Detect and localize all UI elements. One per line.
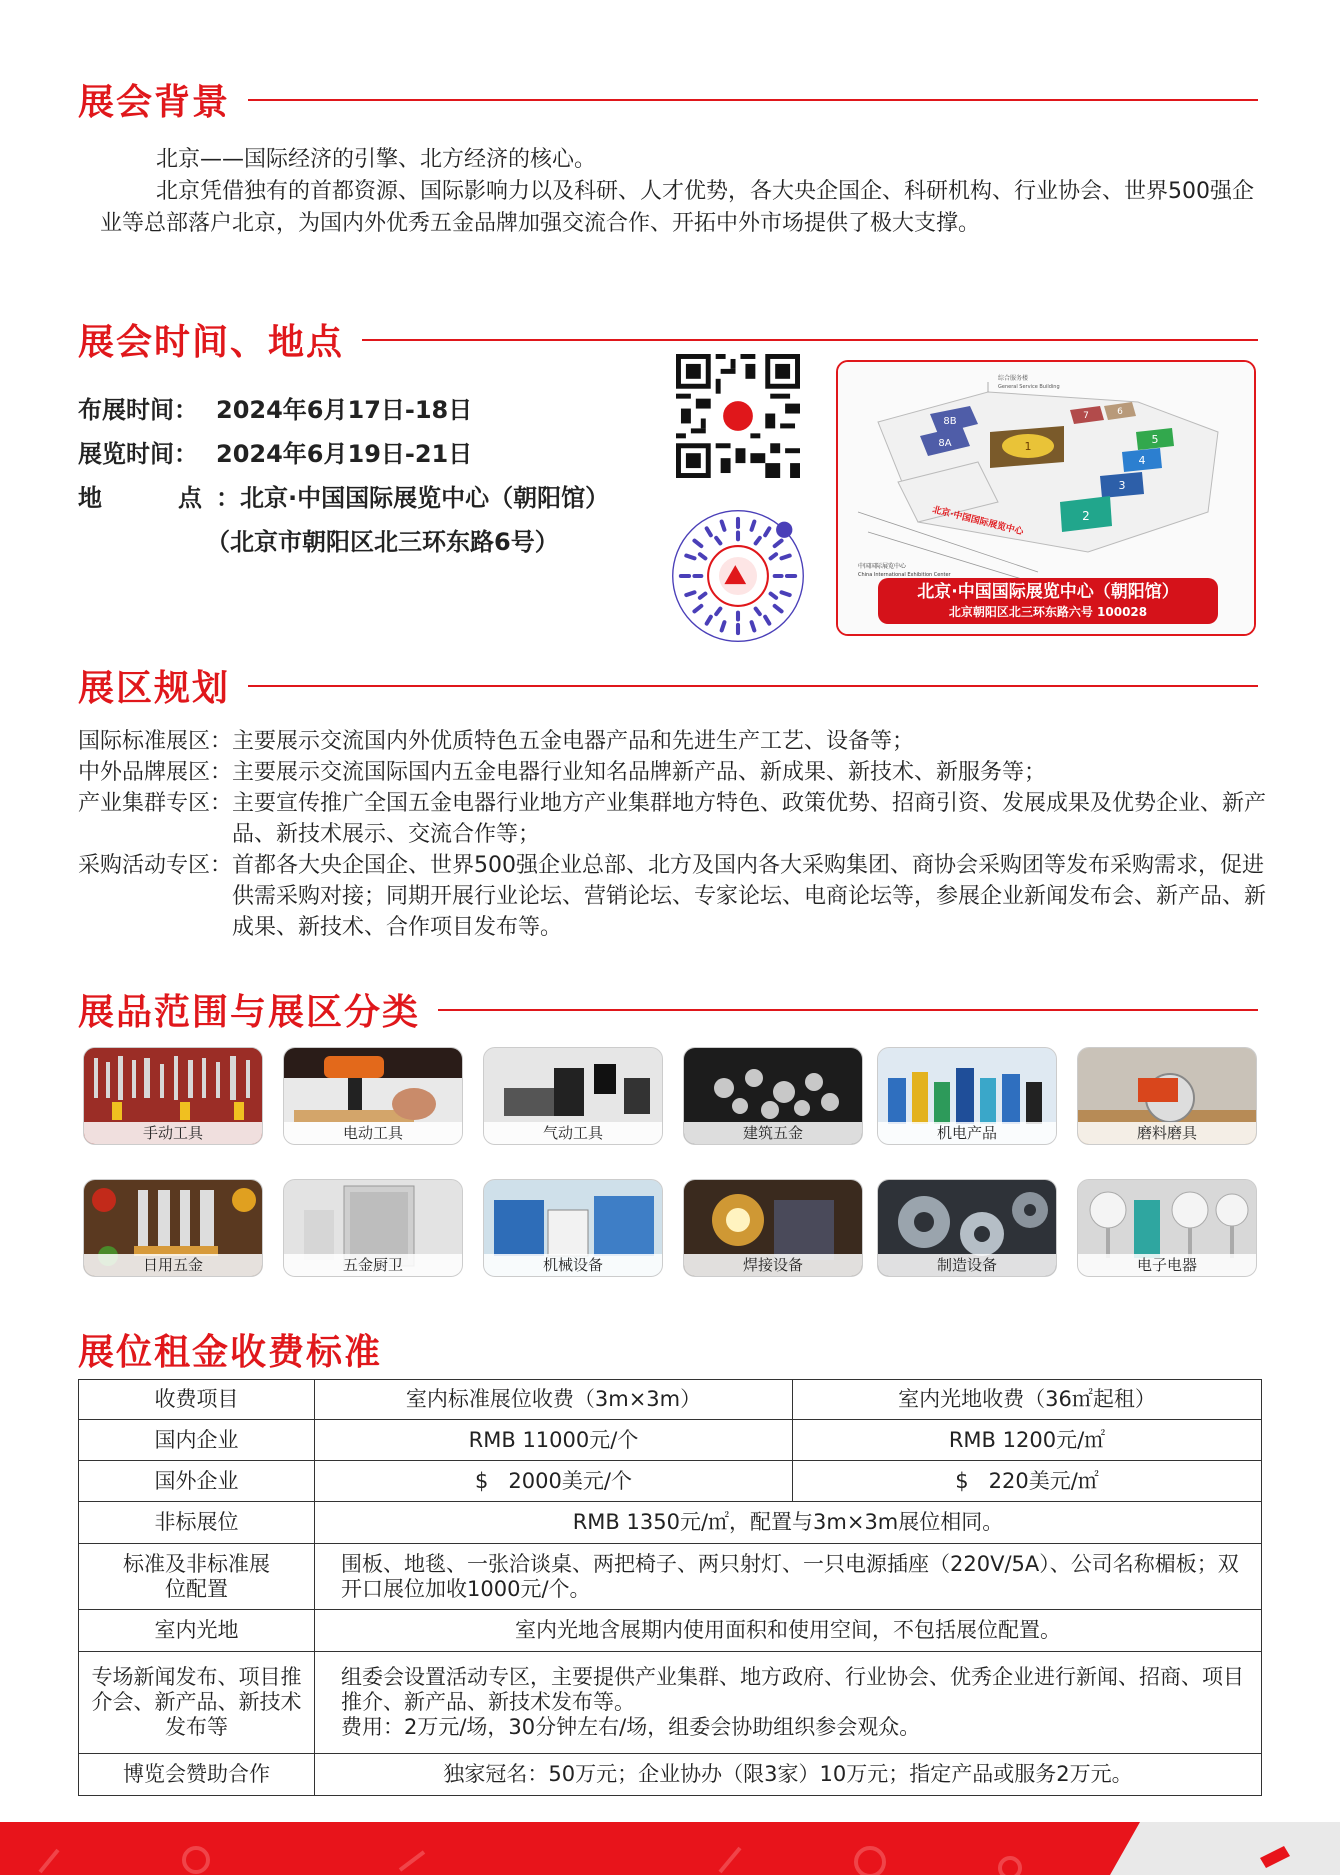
venue-sign: 北京·中国国际展览中心 [931,505,1025,538]
hall-2-label: 2 [1082,509,1090,523]
product-label: 建筑五金 [684,1122,862,1144]
zone-text: 主要展示交流国内外优质特色五金电器产品和先进生产工艺、设备等； [232,729,915,754]
section-title-products [78,984,1258,1035]
place-label-char-2: 点 [178,484,202,512]
fee-cell-value: 独家冠名：50万元；企业协办（限3家）10万元；指定产品或服务2万元。 [315,1754,1262,1796]
product-tile-welding [683,1179,863,1277]
caption-en: China International Exhibition Center [858,572,951,578]
hall-7-label: 7 [1083,411,1089,421]
fee-header-row [79,1380,1262,1420]
product-label: 手动工具 [84,1122,262,1144]
fee-cell-value: 围板、地毯、一张洽谈桌、两把椅子、两只射灯、一只电源插座（220V/5A）、公司名称楣板；双开口展位加收1000元/个。 [315,1544,1262,1610]
zone-item [78,757,1268,788]
service-building-cn: 综合服务楼 [998,375,1029,382]
fee-row-foreign [79,1461,1262,1502]
title-rule [248,685,1258,687]
show-time-value: 2024年6月19日-21日 [216,440,473,468]
fee-row-config [79,1544,1262,1610]
product-label: 气动工具 [484,1122,662,1144]
hall-6-label: 6 [1117,407,1123,417]
place-label [78,476,202,520]
background-text [100,144,1260,240]
zone-label: 国际标准展区： [78,729,233,754]
product-tile-mechatronics [877,1047,1057,1145]
section-heading: 展品范围与展区分类 [78,992,421,1033]
product-tile-machinery [483,1179,663,1277]
zone-label: 产业集群专区： [78,791,233,816]
title-rule [248,99,1258,101]
fee-cell-value: 室内光地含展期内使用面积和使用空间，不包括展位配置。 [315,1610,1262,1652]
zone-item [78,726,1268,757]
fee-row-press [79,1652,1262,1754]
setup-time-label: 布展时间： [78,396,198,424]
section-title-time-place [78,314,1258,365]
title-rule [438,1009,1258,1011]
fee-row-domestic [79,1420,1262,1461]
hall-4-label: 4 [1138,454,1146,467]
product-label: 机械设备 [484,1254,662,1276]
product-tile-manufacturing [877,1179,1057,1277]
press-description: 组委会设置活动专区，主要提供产业集群、地方政府、行业协会、优秀企业进行新闻、招商、项目推介、新产品、新技术发布等。 [341,1665,1244,1714]
section-heading: 展会背景 [78,82,231,123]
venue-banner-title: 北京·中国国际展览中心（朝阳馆） [917,582,1179,602]
product-label: 电动工具 [284,1122,462,1144]
section-heading: 展会时间、地点 [78,322,345,363]
footer-tool-pattern-icon [0,1822,1340,1875]
hall-8b-label: 8B [943,416,957,427]
title-rule [362,339,1258,341]
fee-cell-value: RMB 1350元/㎡，配置与3m×3m展位相同。 [315,1502,1262,1544]
venue-banner [878,578,1218,624]
section-title-zones [78,660,1258,711]
fee-header-item: 收费项目 [79,1380,315,1420]
fee-row-nonstandard [79,1502,1262,1544]
section-heading: 展区规划 [78,668,231,709]
fee-cell-standard: $ 2000美元/个 [315,1461,793,1502]
product-tile-electronics [1077,1179,1257,1277]
zone-list [78,726,1268,943]
zone-label: 中外品牌展区： [78,760,233,785]
address-row [78,520,609,564]
show-time-label: 展览时间： [78,440,198,468]
zone-text: 主要宣传推广全国五金电器行业地方产业集群地方特色、政策优势、招商引资、发展成果及优势企业、新产品、新技术展示、交流合作等； [232,791,1267,847]
fee-cell-label: 专场新闻发布、项目推介会、新产品、新技术发布等 [79,1652,315,1754]
hall-5-label: 5 [1151,433,1159,446]
venue-banner-address: 北京朝阳区北三环东路六号 100028 [948,605,1148,619]
event-info [78,388,609,564]
hall-8a-label: 8A [938,438,952,449]
setup-time-value: 2024年6月17日-18日 [216,396,473,424]
press-fee: 费用：2万元/场，30分钟左右/场，组委会协助组织参会观众。 [341,1715,921,1739]
place-label-char-1: 地 [78,484,102,512]
product-tile-daily-hardware [83,1179,263,1277]
fee-row-raw-space [79,1610,1262,1652]
fee-header-raw: 室内光地收费（36㎡起租） [793,1380,1262,1420]
venue-map [836,360,1256,636]
mini-program-code-icon [670,508,806,644]
fee-cell-label: 非标展位 [79,1502,315,1544]
product-label: 焊接设备 [684,1254,862,1276]
product-label: 机电产品 [878,1122,1056,1144]
show-time-row [78,432,609,476]
fee-cell-label: 室内光地 [79,1610,315,1652]
place-value: 北京·中国国际展览中心（朝阳馆） [240,484,610,512]
fee-cell-raw: $ 220美元/㎡ [793,1461,1262,1502]
fee-table [78,1379,1262,1796]
place-row [78,476,609,520]
fee-cell-raw: RMB 1200元/㎡ [793,1420,1262,1461]
background-p1: 北京——国际经济的引擎、北方经济的核心。 [156,147,597,172]
product-label: 电子电器 [1078,1254,1256,1276]
qr-code-icon [676,354,800,478]
product-tile-pneumatic-tools [483,1047,663,1145]
product-label: 制造设备 [878,1254,1056,1276]
place-colon: ： [216,484,240,512]
background-p2: 北京凭借独有的首都资源、国际影响力以及科研、人才优势，各大央企国企、科研机构、行业协会、世界500强企业等总部落户北京，为国内外优秀五金品牌加强交流合作、开拓中外市场提供了极大支撑。 [100,179,1254,236]
fee-header-standard: 室内标准展位收费（3m×3m） [315,1380,793,1420]
product-tile-hand-tools [83,1047,263,1145]
fee-cell-label: 国内企业 [79,1420,315,1461]
product-tile-abrasives [1077,1047,1257,1145]
product-label: 日用五金 [84,1254,262,1276]
hall-1-label: 1 [1024,440,1032,453]
zone-item [78,788,1268,850]
zone-text: 首都各大央企国企、世界500强企业总部、北方及国内各大采购集团、商协会采购团等发布采购需求，促进供需采购对接；同期开展行业论坛、营销论坛、专家论坛、电商论坛等，参展企业新闻发布会、新产品、新成果、新技术、合作项目发布等。 [232,853,1267,940]
product-tile-kitchen-bath [283,1179,463,1277]
section-title-fees [78,1324,498,1375]
product-label: 磨料磨具 [1078,1122,1256,1144]
service-building-en: General Service Building [998,384,1060,390]
zone-text: 主要展示交流国际国内五金电器行业知名品牌新产品、新成果、新技术、新服务等； [232,760,1047,785]
fee-cell-label: 标准及非标准展位配置 [79,1544,315,1610]
product-tile-building-hardware [683,1047,863,1145]
fee-cell-value [315,1652,1262,1754]
footer-band [0,1822,1340,1875]
product-label: 五金厨卫 [284,1254,462,1276]
address-value: （北京市朝阳区北三环东路6号） [206,528,559,556]
zone-item [78,850,1268,943]
fee-cell-standard: RMB 11000元/个 [315,1420,793,1461]
setup-time-row [78,388,609,432]
fee-cell-label: 博览会赞助合作 [79,1754,315,1796]
fee-cell-label: 国外企业 [79,1461,315,1502]
zone-label: 采购活动专区： [78,853,233,878]
product-tile-power-tools [283,1047,463,1145]
section-heading: 展位租金收费标准 [78,1332,383,1373]
hall-3-label: 3 [1118,479,1126,492]
fee-row-sponsor [79,1754,1262,1796]
caption-cn: 中国国际展览中心 [858,563,907,570]
section-title-background [78,74,1258,125]
